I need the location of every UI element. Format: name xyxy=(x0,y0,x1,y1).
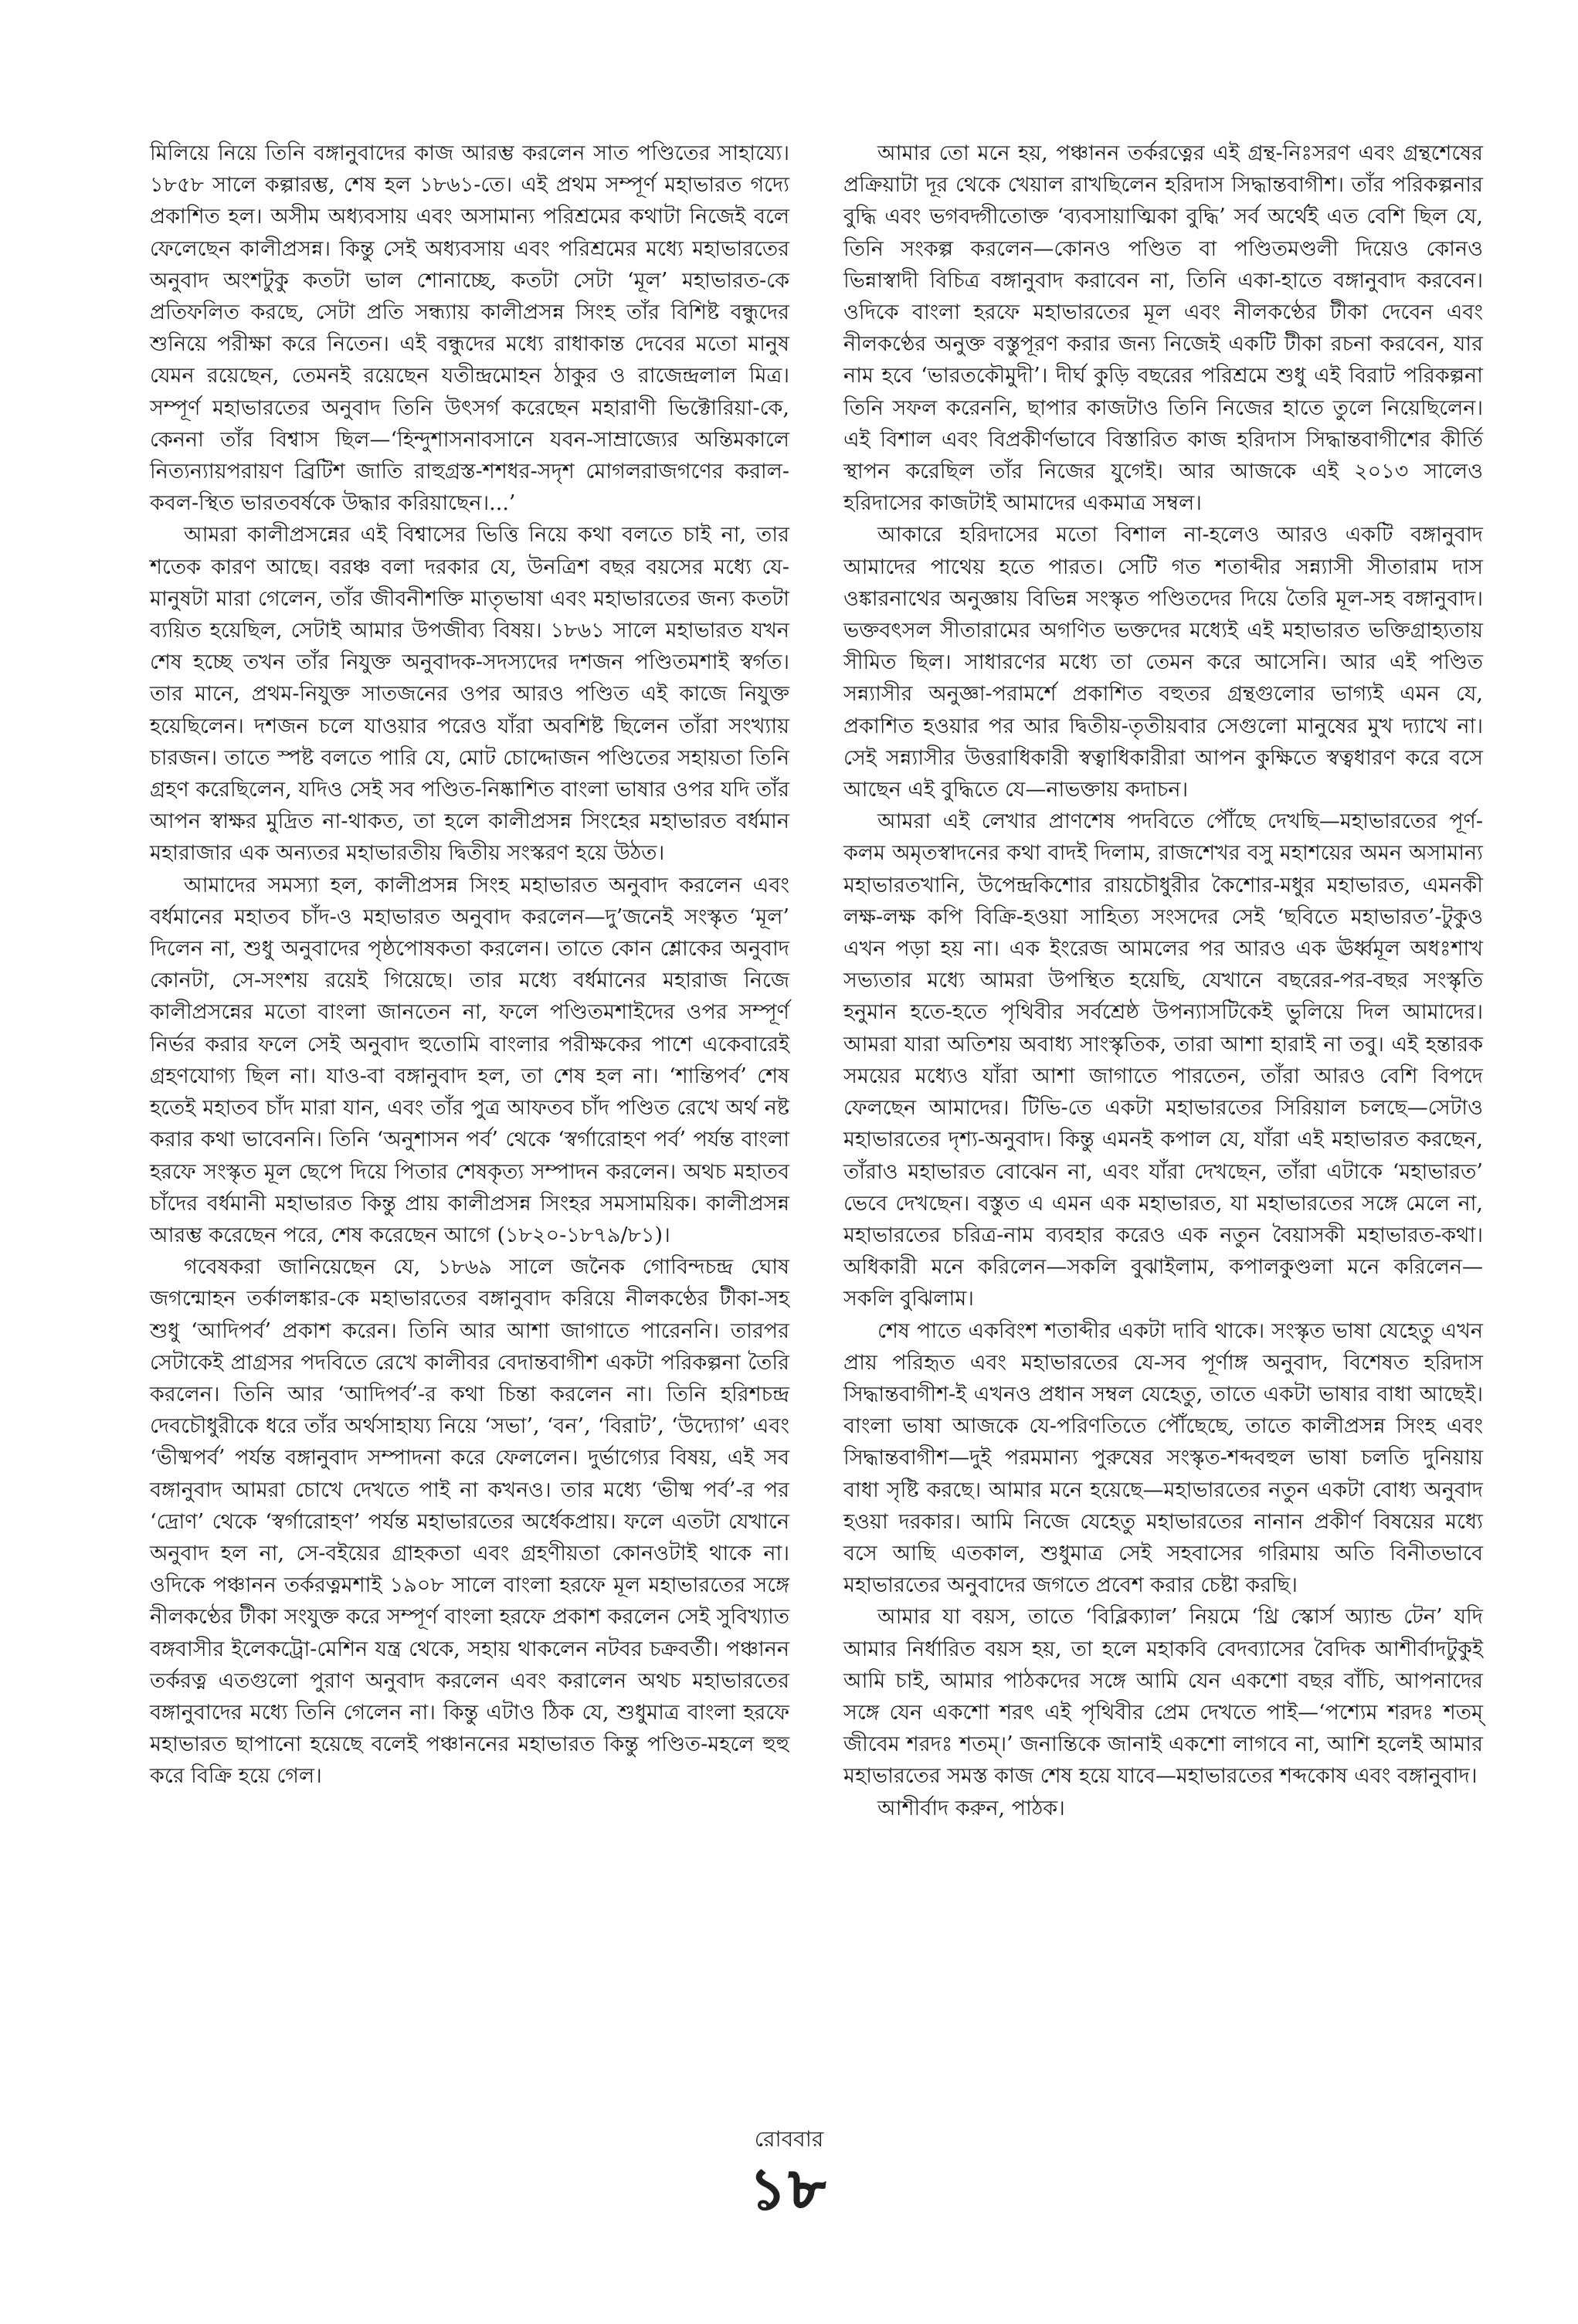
paragraph: আমার যা বয়স, তাতে ‘বিব্লিক্যাল’ নিয়মে ‘থ্রি স্কোর্স অ্যান্ড টেন’ যদি আমার নির্ধারিত বয়স হয়, তা হলে মহাকবি বেদব্যাসের বৈদিক আশীর্বাদটুকুই আমি চাই, আমার পাঠকদের সঙ্গে আমি যেন একশো বছর বাঁচি, আপনাদের সঙ্গে যেন একশো শরৎ এই পৃথিবীর প্রেম দেখতে পাই—‘পশ্যেম শরদঃ শতম্ জীবেম শরদঃ শতম্।’ জনান্তিকে জানাই একশো লাগবে না, আশি হলেই আমার মহাভারতের সমস্ত কাজ শেষ হয়ে যাবে—মহাভারতের শব্দকোষ এবং বঙ্গানুবাদ। xyxy=(843,1605,1483,1789)
paragraph: গবেষকরা জানিয়েছেন যে, ১৮৬৯ সালে জনৈক গোবিন্দচন্দ্র ঘোষ জগন্মোহন তর্কালঙ্কার-কে মহাভারতের বঙ্গানুবাদ করিয়ে নীলকণ্ঠের টীকা-সহ শুধু ‘আদিপর্ব’ প্রকাশ করেন। তিনি আর আশা জাগাতে পারেননি। তারপর সেটাকেই প্রাগ্রসর পদবিতে রেখে কালীবর বেদান্তবাগীশ একটা পরিকল্পনা তৈরি করলেন। তিনি আর ‘আদিপর্ব’-র কথা চিন্তা করলেন না। তিনি হরিশচন্দ্র দেবচৌধুরীকে ধরে তাঁর অর্থসাহায্য নিয়ে ‘সভা’, ‘বন’, ‘বিরাট’, ‘উদ্যোগ’ এবং ‘ভীষ্মপর্ব’ পর্যন্ত বঙ্গানুবাদ সম্পাদনা করে ফেললেন। দুর্ভাগ্যের বিষয়, এই সব বঙ্গানুবাদ আমরা চোখে দেখতে পাই না কখনও। তার মধ্যে ‘ভীষ্ম পর্ব’-র পর ‘দ্রোণ’ থেকে ‘স্বর্গারোহণ’ পর্যন্ত মহাভারতের অর্ধেকপ্রায়। ফলে এতটা যেখানে অনুবাদ হল না, সে-বইয়ের গ্রাহকতা এবং গ্রহণীয়তা কোনওটাই থাকে না। ওদিকে পঞ্চানন তর্করত্নমশাই ১৯০৮ সালে বাংলা হরফে মূল মহাভারতের সঙ্গে নীলকণ্ঠের টীকা সংযুক্ত করে সম্পূর্ণ বাংলা হরফে প্রকাশ করলেন সেই সুবিখ্যাত বঙ্গবাসীর ইলেকট্রো-মেশিন যন্ত্র থেকে, সহায় থাকলেন নটবর চক্রবর্তী। পঞ্চানন তর্করত্ন এতগুলো পুরাণ অনুবাদ করলেন এবং করালেন অথচ মহাভারতের বঙ্গানুবাদের মধ্যে তিনি গেলেন না। কিন্তু এটাও ঠিক যে, শুধুমাত্র বাংলা হরফে মহাভারত ছাপানো হয়েছে বলেই পঞ্চাননের মহাভারত কিন্তু পণ্ডিত-মহলে হুহু করে বিক্রি হয়ে গেল। xyxy=(150,1255,789,1789)
paragraph: শেষ পাতে একবিংশ শতাব্দীর একটা দাবি থাকে। সংস্কৃত ভাষা যেহেতু এখন প্রায় পরিহৃত এবং মহাভারতের যে-সব পূর্ণাঙ্গ অনুবাদ, বিশেষত হরিদাস সিদ্ধান্তবাগীশ-ই এখনও প্রধান সম্বল যেহেতু, তাতে একটা ভাষার বাধা আছেই। বাংলা ভাষা আজকে যে-পরিণতিতে পৌঁছেছে, তাতে কালীপ্রসন্ন সিংহ এবং সিদ্ধান্তবাগীশ—দুই পরমমান্য পুরুষের সংস্কৃত-শব্দবহুল ভাষা চলতি দুনিয়ায় বাধা সৃষ্টি করছে। আমার মনে হয়েছে—মহাভারতের নতুন একটা বোধ্য অনুবাদ হওয়া দরকার। আমি নিজে যেহেতু মহাভারতের নানান প্রকীর্ণ বিষয়ের মধ্যে বসে আছি এতকাল, শুধুমাত্র সেই সহবাসের গরিমায় অতি বিনীতভাবে মহাভারতের অনুবাদের জগতে প্রবেশ করার চেষ্টা করছি। xyxy=(843,1318,1483,1598)
paragraph: আমরা এই লেখার প্রাণশেষ পদবিতে পৌঁছে দেখছি—মহাভারতের পূর্ণ-কলম অমৃতস্বাদনের কথা বাদই দিলাম, রাজশেখর বসু মহাশয়ের অমন অসামান্য মহাভারতখানি, উপেন্দ্রকিশোর রায়চৌধুরীর কৈশোর-মধুর মহাভারত, এমনকী লক্ষ-লক্ষ কপি বিক্রি-হওয়া সাহিত্য সংসদের সেই ‘ছবিতে মহাভারত’-টুকুও এখন পড়া হয় না। এক ইংরেজ আমলের পর আরও এক ঊর্ধ্বমূল অধঃশাখ সভ্যতার মধ্যে আমরা উপস্থিত হয়েছি, যেখানে বছরের-পর-বছর সংস্কৃতি হনুমান হতে-হতে পৃথিবীর সর্বশ্রেষ্ঠ উপন্যাসটিকেই ভুলিয়ে দিল আমাদের। আমরা যারা অতিশয় অবাধ্য সাংস্কৃতিক, তারা আশা হারাই না তবু। এই হন্তারক সময়ের মধ্যেও যাঁরা আশা জাগাতে পারতেন, তাঁরা আরও বেশি বিপদে ফেলছেন আমাদের। টিভি-তে একটা মহাভারতের সিরিয়াল চলছে—সেটাও মহাভারতের দৃশ্য-অনুবাদ। কিন্তু এমনই কপাল যে, যাঁরা এই মহাভারত করছেন, তাঁরাও মহাভারত বোঝেন না, এবং যাঁরা দেখছেন, তাঁরা এটাকে ‘মহাভারত’ ভেবে দেখছেন। বস্তুত এ এমন এক মহাভারত, যা মহাভারতের সঙ্গে মেলে না, মহাভারতের চরিত্র-নাম ব্যবহার করেও এক নতুন বৈয়াসকী মহাভারত-কথা। অধিকারী মনে করিলেন—সকলি বুঝাইলাম, কপালকুণ্ডলা মনে করিলেন—সকলি বুঝিলাম। xyxy=(843,809,1483,1311)
publication-name: রোববার xyxy=(754,2126,824,2152)
paragraph: আমরা কালীপ্রসন্নের এই বিশ্বাসের ভিত্তি নিয়ে কথা বলতে চাই না, তার শতেক কারণ আছে। বরঞ্চ বলা দরকার যে, উনত্রিশ বছর বয়সের মধ্যে যে-মানুষটা মারা গেলেন, তাঁর জীবনীশক্তি মাতৃভাষা এবং মহাভারতের জন্য কতটা ব্যয়িত হয়েছিল, সেটাই আমার উপজীব্য বিষয়। ১৮৬১ সালে মহাভারত যখন শেষ হচ্ছে তখন তাঁর নিযুক্ত অনুবাদক-সদস্যদের দশজন পণ্ডিতমশাই স্বর্গত। তার মানে, প্রথম-নিযুক্ত সাতজনের ওপর আরও পণ্ডিত এই কাজে নিযুক্ত হয়েছিলেন। দশজন চলে যাওয়ার পরেও যাঁরা অবশিষ্ট ছিলেন তাঁরা সংখ্যায় চারজন। তাতে স্পষ্ট বলতে পারি যে, মোট চোদ্দোজন পণ্ডিতের সহায়তা তিনি গ্রহণ করেছিলেন, যদিও সেই সব পণ্ডিত-নিষ্কাশিত বাংলা ভাষার ওপর যদি তাঁর আপন স্বাক্ষর মুদ্রিত না-থাকত, তা হলে কালীপ্রসন্ন সিংহের মহাভারত বর্ধমান মহারাজার এক অন্যতর মহাভারতীয় দ্বিতীয় সংস্করণ হয়ে উঠত। xyxy=(150,523,789,866)
paragraph: আমাদের সমস্যা হল, কালীপ্রসন্ন সিংহ মহাভারত অনুবাদ করলেন এবং বর্ধমানের মহাতব চাঁদ-ও মহাভারত অনুবাদ করলেন—দু’জনেই সংস্কৃত ‘মূল’ দিলেন না, শুধু অনুবাদের পৃষ্ঠপোষকতা করলেন। তাতে কোন শ্লোকের অনুবাদ কোনটা, সে-সংশয় রয়েই গিয়েছে। তার মধ্যে বর্ধমানের মহারাজ নিজে কালীপ্রসন্নের মতো বাংলা জানতেন না, ফলে পণ্ডিতমশাইদের ওপর সম্পূর্ণ নির্ভর করার ফলে সেই অনুবাদ হুতোমি বাংলার পরীক্ষকের পাশে একেবারেই গ্রহণযোগ্য ছিল না। যাও-বা বঙ্গানুবাদ হল, তা শেষ হল না। ‘শান্তিপর্ব’ শেষ হতেই মহাতব চাঁদ মারা যান, এবং তাঁর পুত্র আফতব চাঁদ পণ্ডিত রেখে অর্থ নষ্ট করার কথা ভাবেননি। তিনি ‘অনুশাসন পর্ব’ থেকে ‘স্বর্গারোহণ পর্ব’ পর্যন্ত বাংলা হরফে সংস্কৃত মূল ছেপে দিয়ে পিতার শেষকৃত্য সম্পাদন করলেন। অথচ মহাতব চাঁদের বর্ধমানী মহাভারত কিন্তু প্রায় কালীপ্রসন্ন সিংহর সমসাময়িক। কালীপ্রসন্ন আরম্ভ করেছেন পরে, শেষ করেছেন আগে (১৮২০-১৮৭৯/৮১)। xyxy=(150,873,789,1247)
paragraph: আকারে হরিদাসের মতো বিশাল না-হলেও আরও একটি বঙ্গানুবাদ আমাদের পাথেয় হতে পারত। সেটি গত শতাব্দীর সন্ন্যাসী সীতারাম দাস ওঙ্কারনাথের অনুজ্ঞায় বিভিন্ন সংস্কৃত পণ্ডিতদের দিয়ে তৈরি মূল-সহ বঙ্গানুবাদ। ভক্তবৎসল সীতারামের অগণিত ভক্তদের মধ্যেই এই মহাভারত ভক্তিগ্রাহ্যতায় সীমিত ছিল। সাধারণের মধ্যে তা তেমন করে আসেনি। আর এই পণ্ডিত সন্ন্যাসীর অনুজ্ঞা-পরামর্শে প্রকাশিত বহুতর গ্রন্থগুলোর ভাগ্যই এমন যে, প্রকাশিত হওয়ার পর আর দ্বিতীয়-তৃতীয়বার সেগুলো মানুষের মুখ দ্যাখে না। সেই সন্ন্যাসীর উত্তরাধিকারী স্বত্বাধিকারীরা আপন কুক্ষিতে স্বত্বধারণ করে বসে আছেন এই বুদ্ধিতে যে—নাভক্তায় কদাচন। xyxy=(843,523,1483,802)
paragraph: আশীর্বাদ করুন, পাঠক। xyxy=(877,1796,1065,1820)
left-column xyxy=(150,137,789,1793)
page-number: ১৮ xyxy=(749,2156,829,2221)
paragraph: মিলিয়ে নিয়ে তিনি বঙ্গানুবাদের কাজ আরম্ভ করলেন সাত পণ্ডিতের সাহায্যে। ১৮৫৮ সালে কল্পারম্ভ, শেষ হল ১৮৬১-তে। এই প্রথম সম্পূর্ণ মহাভারত গদ্যে প্রকাশিত হল। অসীম অধ্যবসায় এবং অসামান্য পরিশ্রমের কথাটা নিজেই বলে ফেলেছেন কালীপ্রসন্ন। কিন্তু সেই অধ্যবসায় এবং পরিশ্রমের মধ্যে মহাভারতের অনুবাদ অংশটুকু কতটা ভাল শোনাচ্ছে, কতটা সেটা ‘মূল’ মহাভারত-কে প্রতিফলিত করছে, সেটা প্রতি সন্ধ্যায় কালীপ্রসন্ন সিংহ তাঁর বিশিষ্ট বন্ধুদের শুনিয়ে পরীক্ষা করে নিতেন। এই বন্ধুদের মধ্যে রাধাকান্ত দেবের মতো মানুষ যেমন রয়েছেন, তেমনই রয়েছেন যতীন্দ্রমোহন ঠাকুর ও রাজেন্দ্রলাল মিত্র। সম্পূর্ণ মহাভারতের অনুবাদ তিনি উৎসর্গ করেছেন মহারাণী ভিক্টোরিয়া-কে, কেননা তাঁর বিশ্বাস ছিল—‘হিন্দুশাসনাবসানে যবন-সাম্রাজ্যের অন্তিমকালে নিত্যন্যায়পরায়ণ ব্রিটিশ জাতি রাহুগ্রস্ত-শশধর-সদৃশ মোগলরাজগণের করাল-কবল-স্থিত ভারতবর্ষকে উদ্ধার করিয়াছেন।...’ xyxy=(150,141,789,516)
paragraph: আমার তো মনে হয়, পঞ্চানন তর্করত্নের এই গ্রন্থ-নিঃসরণ এবং গ্রন্থশেষের প্রক্রিয়াটা দূর থেকে খেয়াল রাখছিলেন হরিদাস সিদ্ধান্তবাগীশ। তাঁর পরিকল্পনার বুদ্ধি এবং ভগবদ্গীতোক্ত ‘ব্যবসায়াত্মিকা বুদ্ধি’ সর্ব অর্থেই এত বেশি ছিল যে, তিনি সংকল্প করলেন—কোনও পণ্ডিত বা পণ্ডিতমণ্ডলী দিয়েও কোনও ভিন্নাস্বাদী বিচিত্র বঙ্গানুবাদ করাবেন না, তিনি একা-হাতে বঙ্গানুবাদ করবেন। ওদিকে বাংলা হরফে মহাভারতের মূল এবং নীলকণ্ঠের টীকা দেবেন এবং নীলকণ্ঠের অনুক্ত বস্তুপূরণ করার জন্য নিজেই একটি টীকা রচনা করবেন, যার নাম হবে ‘ভারতকৌমুদী’। দীর্ঘ কুড়ি বছরের পরিশ্রমে শুধু এই বিরাট পরিকল্পনা তিনি সফল করেননি, ছাপার কাজটাও তিনি নিজের হাতে তুলে নিয়েছিলেন। এই বিশাল এবং বিপ্রকীর্ণভাবে বিস্তারিত কাজ হরিদাস সিদ্ধান্তবাগীশের কীর্তি স্থাপন করেছিল তাঁর নিজের যুগেই। আর আজকে এই ২০১৩ সালেও হরিদাসের কাজটাই আমাদের একমাত্র সম্বল। xyxy=(843,141,1483,516)
right-column xyxy=(843,137,1483,1824)
